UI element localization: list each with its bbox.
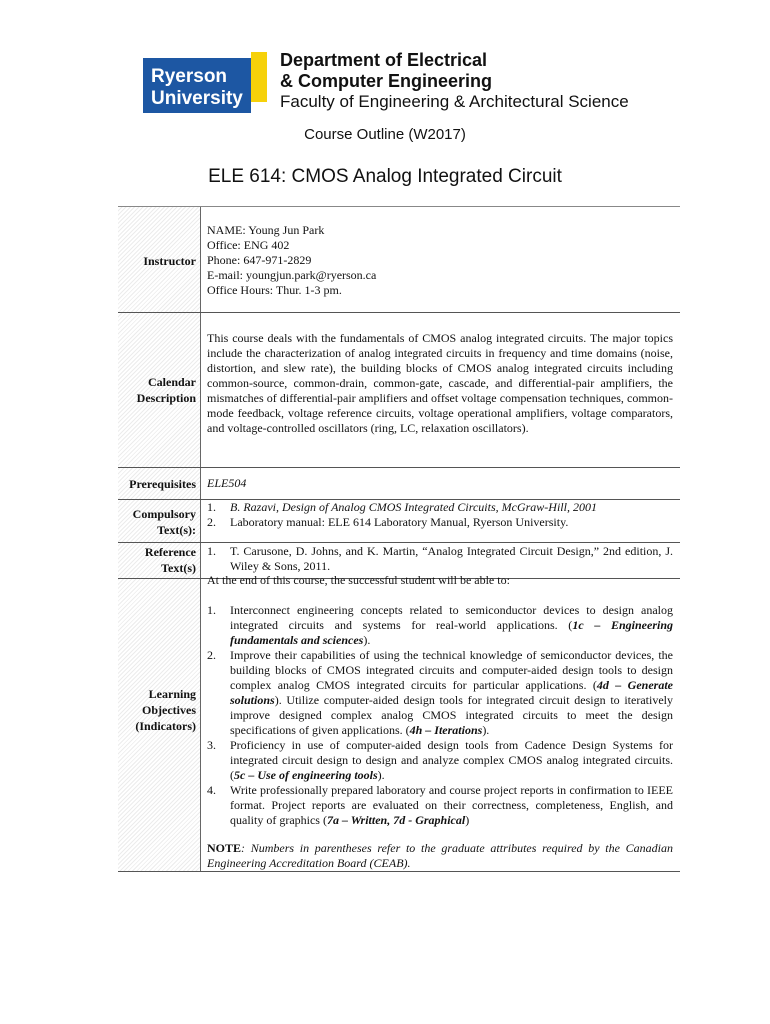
list-number: 4. bbox=[207, 783, 216, 797]
objectives-intro: At the end of this course, the successful student will be able to: bbox=[207, 573, 510, 587]
logo-accent-bar bbox=[251, 52, 267, 102]
objective-tail: ). bbox=[377, 768, 385, 782]
compulsory-text-2: Laboratory manual: ELE 614 Laboratory Manual, Ryerson University. bbox=[230, 515, 569, 529]
course-outline-heading: Course Outline (W2017) bbox=[304, 126, 466, 143]
reference-texts-list bbox=[207, 544, 673, 574]
row-divider bbox=[118, 871, 680, 872]
note-label: NOTE bbox=[207, 841, 242, 855]
row-divider bbox=[118, 467, 680, 468]
objectives-list bbox=[207, 603, 673, 828]
label-column-shading bbox=[118, 206, 200, 872]
ryerson-logo bbox=[143, 58, 251, 113]
reference-texts-label bbox=[118, 544, 196, 576]
dept-line-2: & Computer Engineering bbox=[280, 71, 493, 91]
compulsory-texts-list bbox=[207, 500, 673, 530]
list-number: 1. bbox=[207, 500, 216, 514]
list-number: 3. bbox=[207, 738, 216, 752]
compulsory-text-1: B. Razavi, Design of Analog CMOS Integrated Circuits, McGraw-Hill, 2001 bbox=[230, 500, 597, 514]
course-title: ELE 614: CMOS Analog Integrated Circuit bbox=[208, 166, 562, 187]
list-number: 2. bbox=[207, 515, 216, 529]
objective-tail: ). bbox=[482, 723, 490, 737]
list-number: 1. bbox=[207, 544, 216, 558]
ceab-note bbox=[207, 841, 673, 871]
objective-text: Proficiency in use of computer-aided design tools from Cadence Design Systems for integrated circuit design to design and analyze complex CMOS analog integrated circuits. ( bbox=[230, 738, 673, 782]
reference-label-line-2: Text(s) bbox=[161, 561, 196, 575]
list-item bbox=[207, 500, 673, 515]
compulsory-label-line-1: Compulsory bbox=[132, 507, 196, 521]
row-divider bbox=[118, 312, 680, 313]
instructor-label: Instructor bbox=[143, 254, 196, 268]
list-item bbox=[207, 544, 673, 574]
reference-text-1: T. Carusone, D. Johns, and K. Martin, “Analog Integrated Circuit Design,” 2nd edition, J. Wiley & Sons, 2011. bbox=[230, 544, 673, 573]
prerequisites-label: Prerequisites bbox=[129, 477, 196, 491]
indicator-label: 7a – Written, 7d - Graphical bbox=[326, 813, 466, 827]
indicator-label: 4h – Iterations bbox=[409, 723, 483, 737]
instructor-name: NAME: Young Jun Park bbox=[207, 223, 325, 237]
learning-objectives-label bbox=[118, 686, 196, 734]
calendar-description-text: This course deals with the fundamentals of CMOS analog integrated circuits. The major topics include the characterization of analog integrated circuits in frequency and time domains (noise, distortion, and slew rate), the building blocks of CMOS analog integrated circuits including common-source, common-drain, common-gate, cascade, and differential-pair amplifiers, the mismatches of differential-pair amplifiers and offset voltage compensation techniques, common-mode feedback, voltage reference circuits, voltage operational amplifiers, voltage comparators, and voltage-controlled oscillators (ring, LC, relaxation oscillators). bbox=[207, 331, 673, 435]
calendar-label-line-1: Calendar bbox=[148, 375, 196, 389]
calendar-label-line-2: Description bbox=[136, 391, 196, 405]
list-number: 1. bbox=[207, 603, 216, 617]
logo-line-2: University bbox=[151, 88, 243, 109]
list-item bbox=[207, 603, 673, 648]
objectives-label-line-2: Objectives bbox=[142, 703, 196, 717]
objective-text: Interconnect engineering concepts related to semiconductor devices to design analog integrated circuits and systems for real-world applications. ( bbox=[230, 603, 673, 632]
indicator-label: 4d – Generate solutions bbox=[230, 678, 674, 707]
indicator-label: 1c – Engineering fundamentals and sciences bbox=[230, 618, 674, 647]
course-info-table bbox=[118, 206, 680, 872]
objective-tail: ) bbox=[465, 813, 470, 827]
instructor-details bbox=[207, 223, 673, 298]
indicator-label: 5c – Use of engineering tools bbox=[234, 768, 378, 782]
instructor-phone: Phone: 647-971-2829 bbox=[207, 253, 312, 267]
dept-line-1: Department of Electrical bbox=[280, 50, 488, 70]
objectives-label-line-3: (Indicators) bbox=[135, 719, 196, 733]
faculty-line: Faculty of Engineering & Architectural Science bbox=[280, 92, 629, 111]
compulsory-label-line-2: Text(s): bbox=[157, 523, 196, 537]
list-item bbox=[207, 648, 673, 738]
objective-text-continued: ). Utilize computer-aided design tools for integrated circuit design to iteratively improve designed complex analog CMOS integrated circuits to meet the design specifications of given applications. ( bbox=[230, 693, 673, 737]
column-divider bbox=[200, 206, 201, 872]
compulsory-texts-label bbox=[118, 506, 196, 538]
prerequisites-value: ELE504 bbox=[207, 476, 247, 490]
objective-text: Improve their capabilities of using the technical knowledge of semiconductor devices, the building blocks of CMOS integrated circuits and computer-aided design tools to design complex analog CMOS integrated circuits for particular applications. ( bbox=[230, 648, 673, 692]
objective-tail: ). bbox=[363, 633, 371, 647]
list-item bbox=[207, 783, 673, 828]
instructor-email: E-mail: youngjun.park@ryerson.ca bbox=[207, 268, 377, 282]
logo-line-1: Ryerson bbox=[151, 66, 228, 87]
list-item bbox=[207, 738, 673, 783]
objective-text: Write professionally prepared laboratory and course project reports in confirmation to IEEE format. Project reports are evaluated on their correctness, completeness, English, and quality of graphics ( bbox=[230, 783, 673, 827]
objectives-label-line-1: Learning bbox=[148, 687, 196, 701]
instructor-office-hours: Office Hours: Thur. 1-3 pm. bbox=[207, 283, 342, 297]
list-item bbox=[207, 515, 673, 530]
row-divider bbox=[118, 206, 680, 207]
instructor-office: Office: ENG 402 bbox=[207, 238, 290, 252]
list-number: 2. bbox=[207, 648, 216, 662]
row-divider bbox=[118, 542, 680, 543]
department-heading bbox=[280, 50, 629, 112]
reference-label-line-1: Reference bbox=[144, 545, 196, 559]
note-text: : Numbers in parentheses refer to the graduate attributes required by the Canadian Engineering Accreditation Board (CEAB). bbox=[207, 841, 673, 870]
calendar-description-label bbox=[118, 374, 196, 406]
